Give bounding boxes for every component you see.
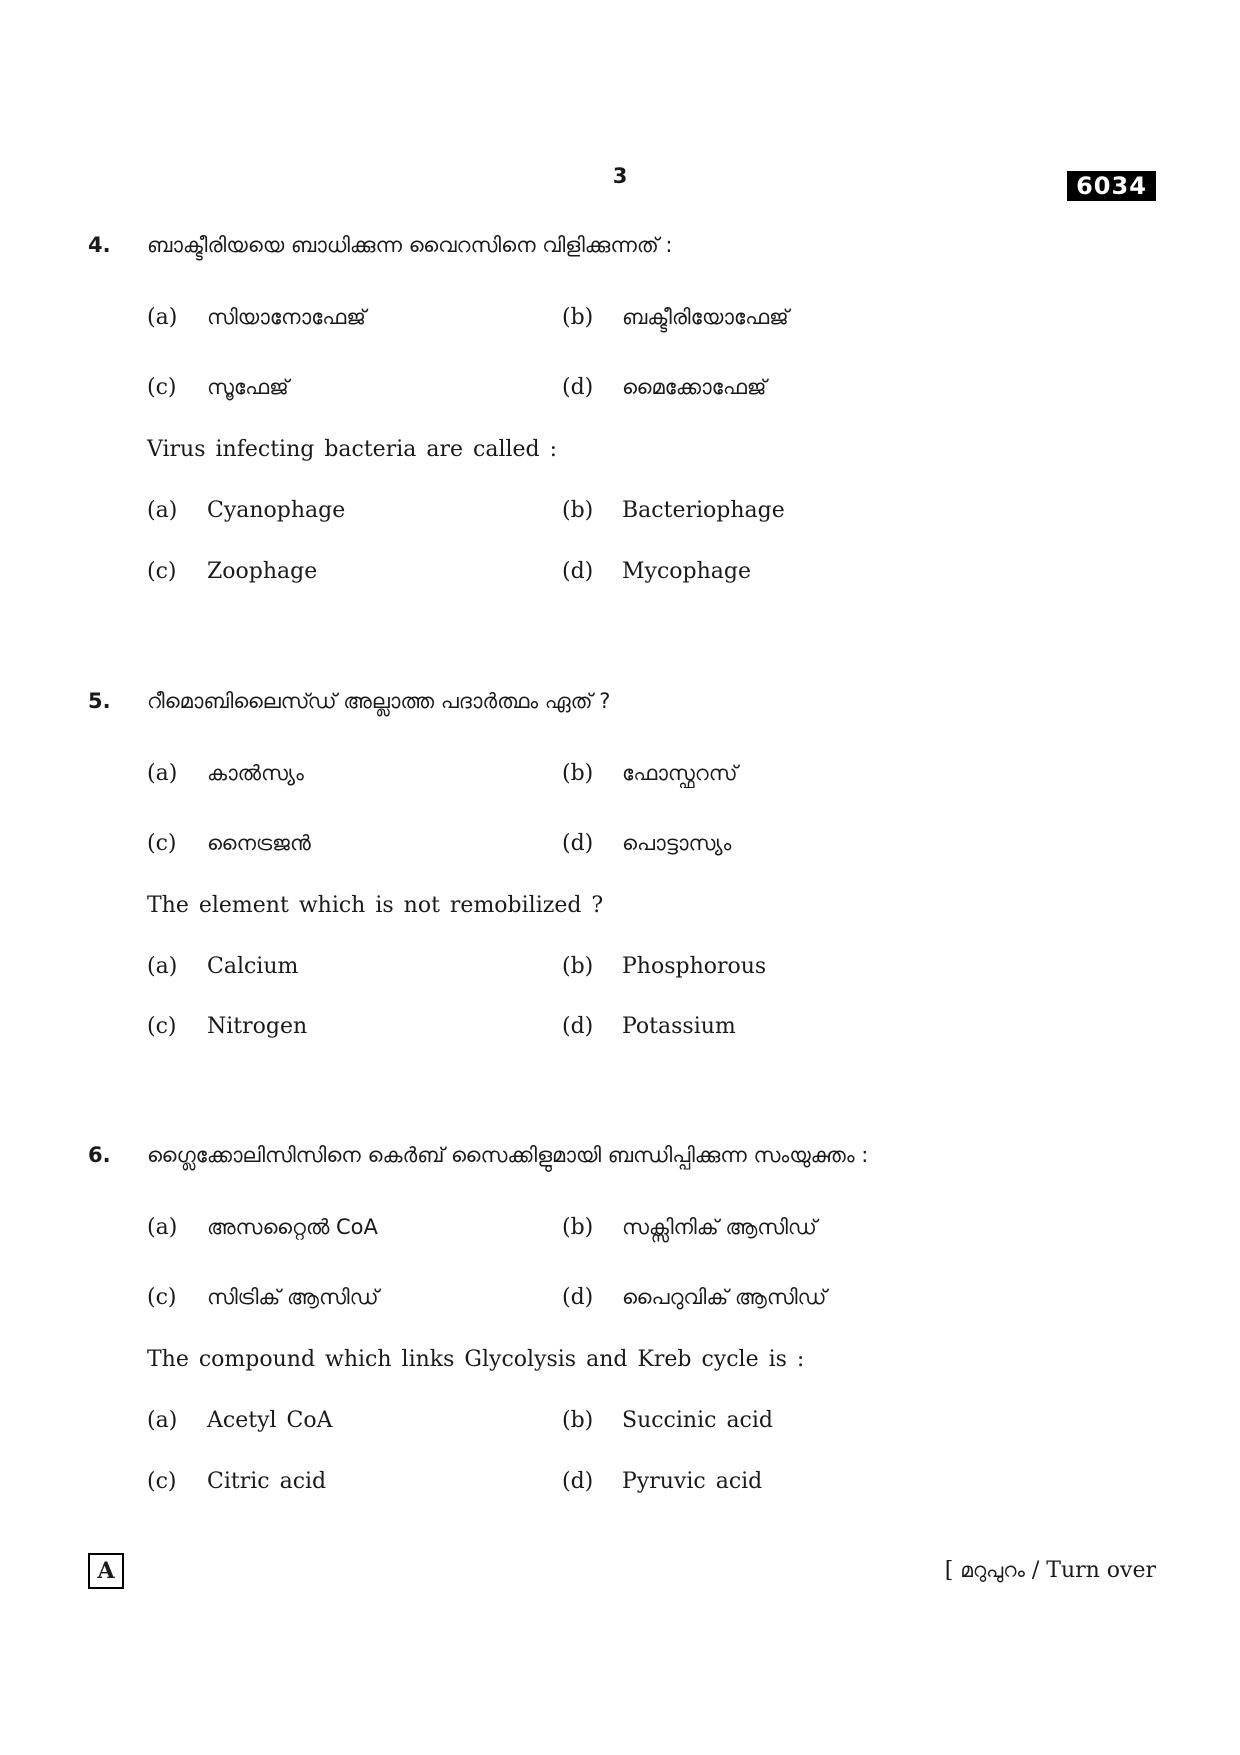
option-text: ഫോസ്ഫറസ് (622, 761, 738, 785)
option-text: സിട്രിക് ആസിഡ് (207, 1285, 379, 1309)
option-label: (d) (562, 1285, 594, 1310)
option-text: കാൽസ്യം (207, 761, 304, 785)
question-text-english: The element which is not remobilized ? (147, 893, 604, 918)
turn-over-english: / Turn over (1031, 1558, 1156, 1583)
option-text: പൈറുവിക് ആസിഡ് (622, 1285, 827, 1309)
option-label: (a) (147, 954, 178, 979)
option-label: (c) (147, 559, 177, 584)
option-label: (c) (147, 1014, 177, 1039)
option-text: Bacteriophage (622, 498, 785, 523)
turn-over-bracket: [ (944, 1558, 954, 1583)
option-label: (d) (562, 559, 594, 584)
option-text: മൈക്കോഫേജ് (622, 375, 767, 399)
series-code-box: A (88, 1553, 124, 1589)
option-text: Acetyl CoA (207, 1408, 333, 1433)
question-text-malayalam: ബാക്ടീരിയയെ ബാധിക്കുന്ന വൈറസിനെ വിളിക്കുന്നത് : (147, 233, 673, 257)
question-number: 5. (88, 689, 111, 713)
option-text: സിയാനോഫേജ് (207, 305, 366, 329)
option-text: Mycophage (622, 559, 751, 584)
paper-code-badge: 6034 (1067, 171, 1156, 201)
option-label: (d) (562, 375, 594, 400)
option-label: (c) (147, 1285, 177, 1310)
option-text: Phosphorous (622, 954, 767, 979)
option-label: (d) (562, 1014, 594, 1039)
option-text: പൊട്ടാസ്യം (622, 831, 732, 855)
option-label: (a) (147, 498, 178, 523)
option-label: (b) (562, 954, 594, 979)
turn-over-malayalam: മറുപുറം (960, 1558, 1025, 1582)
option-label: (a) (147, 305, 178, 330)
option-text: Pyruvic acid (622, 1469, 763, 1494)
option-text: അസറ്റൈൽ CoA (207, 1215, 378, 1239)
option-text: Citric acid (207, 1469, 327, 1494)
option-label: (d) (562, 1469, 594, 1494)
option-label: (a) (147, 761, 178, 786)
option-label: (b) (562, 1408, 594, 1433)
question-text-malayalam: ഗ്ലൈക്കോലിസിസിനെ കെർബ് സൈക്കിളുമായി ബന്ധിപ്പിക്കുന്ന സംയുക്തം : (147, 1143, 869, 1167)
option-label: (b) (562, 761, 594, 786)
option-label: (b) (562, 498, 594, 523)
option-text: Succinic acid (622, 1408, 773, 1433)
option-text: ബക്ടീരിയോഫേജ് (622, 305, 789, 329)
option-label: (c) (147, 831, 177, 856)
option-label: (a) (147, 1408, 178, 1433)
option-text: Nitrogen (207, 1014, 308, 1039)
option-label: (c) (147, 375, 177, 400)
option-text: Cyanophage (207, 498, 346, 523)
option-label: (a) (147, 1215, 178, 1240)
page-number: 3 (612, 164, 628, 188)
question-text-malayalam: റീമൊബിലൈസ്ഡ് അല്ലാത്ത പദാർത്ഥം ഏത് ? (147, 689, 611, 713)
option-label: (d) (562, 831, 594, 856)
option-text: Calcium (207, 954, 299, 979)
option-text: Potassium (622, 1014, 736, 1039)
question-number: 6. (88, 1143, 111, 1167)
option-label: (b) (562, 305, 594, 330)
question-text-english: Virus infecting bacteria are called : (147, 437, 558, 462)
turn-over-note (945, 1558, 1156, 1583)
question-text-english: The compound which links Glycolysis and Kreb cycle is : (147, 1347, 805, 1372)
option-text: നൈട്രജൻ (207, 831, 311, 855)
option-text: സക്സിനിക് ആസിഡ് (622, 1215, 817, 1239)
option-label: (c) (147, 1469, 177, 1494)
option-text: Zoophage (207, 559, 318, 584)
option-text: സൂഫേജ് (207, 375, 289, 399)
option-label: (b) (562, 1215, 594, 1240)
question-number: 4. (88, 233, 111, 257)
